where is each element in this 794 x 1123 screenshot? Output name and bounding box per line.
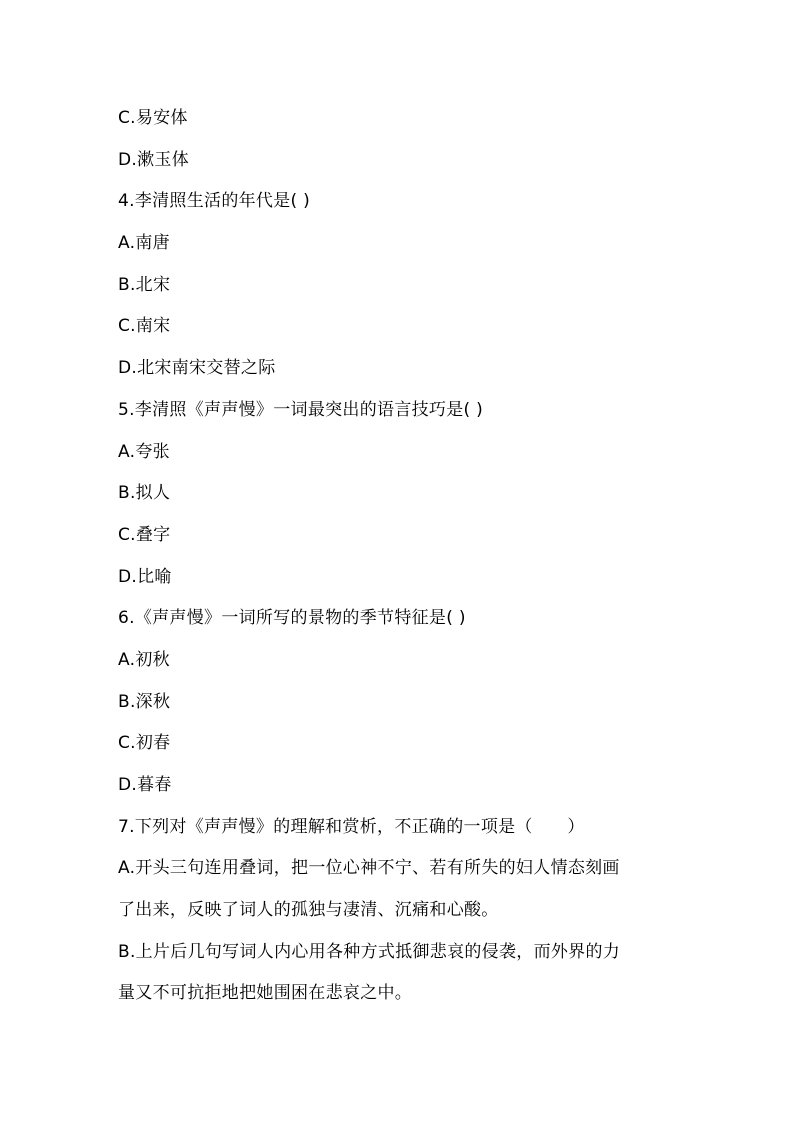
q6-option-a: A.初秋 (118, 649, 170, 670)
q6-option-d: D.暮春 (118, 775, 172, 795)
q5-option-c: C.叠字 (118, 524, 171, 545)
q4-option-b: B.北宋 (118, 274, 171, 295)
q4-option-d: D.北宋南宋交替之际 (118, 358, 276, 379)
q4-option-c: C.南宋 (118, 316, 171, 337)
q7-stem: 7.下列对《声声慢》的理解和赏析，不正确的一项是（ ） (118, 816, 585, 837)
q3-option-d: D.漱玉体 (118, 149, 189, 170)
q7-option-b-line2: 量又不可抗拒地把她围困在悲哀之中。 (118, 983, 413, 1004)
q5-option-b: B.拟人 (118, 483, 171, 504)
document-body (118, 98, 683, 1015)
q4-option-a: A.南唐 (118, 233, 170, 254)
q6-option-b: B.深秋 (118, 691, 171, 712)
q7-option-b-line1: B.上片后几句写词人内心用各种方式抵御悲哀的侵袭，而外界的力 (118, 941, 621, 962)
q6-stem: 6.《声声慢》一词所写的景物的季节特征是( ) (118, 608, 466, 629)
q5-option-d: D.比喻 (118, 566, 172, 587)
q6-option-c: C.初春 (118, 733, 171, 754)
q7-option-a-line2: 了出来，反映了词人的孤独与凄清、沉痛和心酸。 (118, 900, 499, 921)
q5-stem: 5.李清照《声声慢》一词最突出的语言技巧是( ) (118, 399, 484, 420)
q3-option-c: C.易安体 (118, 108, 188, 128)
q5-option-a: A.夸张 (118, 441, 170, 462)
q4-stem: 4.李清照生活的年代是( ) (118, 191, 311, 212)
q7-option-a-line1: A.开头三句连用叠词，把一位心神不宁、若有所失的妇人情态刻画 (118, 858, 620, 879)
